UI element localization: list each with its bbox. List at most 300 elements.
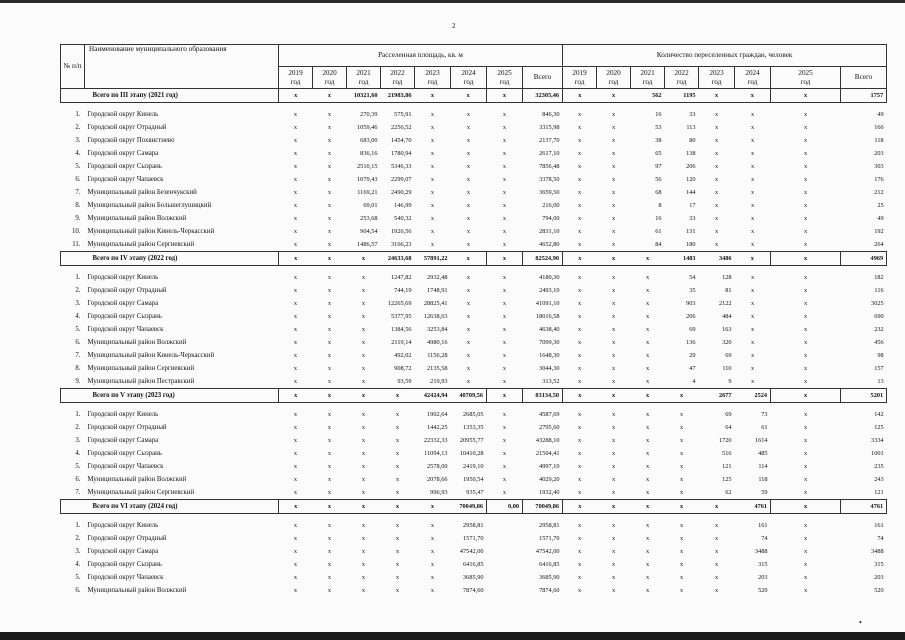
area-2025-cell: x <box>502 228 507 235</box>
year-label: 2021 <box>640 68 655 77</box>
area-2025-cell <box>487 532 523 545</box>
people-2024-cell: 1614 <box>754 437 768 444</box>
people-2025-cell: x <box>803 548 808 555</box>
people-total-cell: 3488 <box>871 548 884 555</box>
people-total-cell: 235 <box>874 463 884 470</box>
people-2024-cell: 3488 <box>754 548 768 555</box>
people-2022-cell: 4 <box>692 378 696 385</box>
people-2020-cell: x <box>611 437 616 444</box>
people-total-cell: 232 <box>874 326 884 333</box>
table-row <box>61 108 887 121</box>
year-suffix: год <box>358 77 369 86</box>
people-2022-cell: 138 <box>686 150 696 157</box>
people-2019-cell: x <box>577 150 582 157</box>
area-2021-cell: x <box>361 424 366 431</box>
area-2019-cell: x <box>293 300 298 307</box>
people-2024-cell: x <box>750 241 755 248</box>
area-2021-cell: x <box>361 463 366 470</box>
people-2023-cell: x <box>714 150 719 157</box>
people-2019-cell: x <box>577 548 582 555</box>
municipality-name: Городской округ Кинель <box>87 522 159 529</box>
municipality-name: Муниципальный район Сергиевский <box>87 489 195 496</box>
area-2023-cell: 1442,25 <box>427 424 448 431</box>
area-total-cell: 1571,70 <box>539 535 560 542</box>
people-2023-cell: 81 <box>725 287 732 294</box>
row-index: 6. <box>75 587 81 594</box>
people-2020-cell: x <box>611 450 616 457</box>
table-row <box>61 532 887 545</box>
area-2024-cell: x <box>466 241 471 248</box>
people-2019-cell: x <box>577 424 582 431</box>
stage-total-row <box>61 89 887 103</box>
row-index: 1. <box>75 522 81 529</box>
area-2024-cell: x <box>466 274 471 281</box>
table-row <box>61 375 887 389</box>
area-2023-cell: 2078,66 <box>427 476 448 483</box>
people-2021-cell: x <box>645 300 650 307</box>
people-2025-cell: x <box>803 150 808 157</box>
table-row <box>61 134 887 147</box>
municipality-name: Городской округ Кинель <box>87 274 159 281</box>
people-2020-cell: x <box>611 489 616 496</box>
area-2024-cell: 3685,90 <box>463 574 484 581</box>
municipality-name: Городской округ Чапаевск <box>87 463 164 470</box>
area-2024-cell: 2685,05 <box>463 411 484 418</box>
area-2020-cell: x <box>327 274 332 281</box>
people-2021-cell: x <box>645 574 650 581</box>
people-2021-cell: 65 <box>655 150 662 157</box>
area-2023-cell: 42424,94 <box>415 389 451 403</box>
people-2021-cell: x <box>645 535 650 542</box>
area-2023-cell: 4980,16 <box>427 339 448 346</box>
area-2022-cell: x <box>381 389 415 403</box>
people-2025-cell: x <box>803 215 808 222</box>
people-2025-cell: x <box>803 535 808 542</box>
people-2022-cell: 1195 <box>665 89 699 103</box>
people-2023-cell: 69 <box>725 352 732 359</box>
people-2022-cell: x <box>679 574 684 581</box>
people-total-cell: 243 <box>874 476 884 483</box>
people-2020-cell: x <box>611 228 616 235</box>
people-total-cell: 49 <box>877 111 884 118</box>
municipality-name: Городской округ Отрадный <box>87 124 167 131</box>
people-2020-cell: x <box>611 215 616 222</box>
people-total-cell: 315 <box>874 561 884 568</box>
area-2019-cell: x <box>293 124 298 131</box>
area-2024-cell: 40709,56 <box>451 389 487 403</box>
area-year-header-2021 <box>347 67 381 89</box>
people-2024-cell: 61 <box>761 424 768 431</box>
people-2021-cell: x <box>645 352 650 359</box>
area-2020-cell: x <box>327 326 332 333</box>
area-2021-cell: 270,39 <box>360 111 378 118</box>
people-2019-cell: x <box>563 500 597 514</box>
area-2023-cell: 12638,63 <box>423 313 448 320</box>
area-2020-cell: x <box>327 300 332 307</box>
municipality-name: Городской округ Самара <box>87 150 159 157</box>
people-2021-cell: x <box>645 587 650 594</box>
year-label: 2024 <box>461 68 476 77</box>
people-2024-cell: 59 <box>761 489 768 496</box>
people-2021-cell: 61 <box>655 228 662 235</box>
people-total-cell: 74 <box>877 535 884 542</box>
municipality-name: Городской округ Похвистнево <box>87 137 175 144</box>
year-suffix: год <box>608 77 619 86</box>
area-2024-cell: x <box>466 124 471 131</box>
people-total-cell: 264 <box>874 241 884 248</box>
area-total-cell: 6416,85 <box>539 561 560 568</box>
table-row <box>61 212 887 225</box>
area-2019-cell: x <box>293 476 298 483</box>
area-2021-cell: x <box>361 450 366 457</box>
area-2023-cell: x <box>415 500 451 514</box>
row-index: 5. <box>75 163 81 170</box>
people-2024-cell: x <box>750 352 755 359</box>
area-2024-cell: x <box>466 365 471 372</box>
people-2023-cell: x <box>714 189 719 196</box>
row-index: 8. <box>75 365 81 372</box>
people-2022-cell: x <box>679 411 684 418</box>
area-2019-cell: x <box>293 163 298 170</box>
people-2022-cell: x <box>679 561 684 568</box>
area-total-cell: 4652,80 <box>539 241 560 248</box>
area-2021-cell: x <box>361 522 366 529</box>
people-2022-cell: 69 <box>689 326 696 333</box>
area-2025-cell: x <box>502 215 507 222</box>
area-2025-cell: x <box>487 252 523 266</box>
people-2023-cell: x <box>714 548 719 555</box>
people-2025-cell: x <box>803 274 808 281</box>
people-2023-cell: 128 <box>722 274 732 281</box>
people-2024-cell: x <box>750 228 755 235</box>
year-label: 2025 <box>798 68 813 77</box>
area-total-header: Всего <box>523 67 563 89</box>
area-2022-cell: 540,32 <box>394 215 412 222</box>
people-2025-cell: x <box>803 352 808 359</box>
people-2022-cell: x <box>665 389 699 403</box>
people-2023-cell: x <box>714 574 719 581</box>
people-total-cell: 4761 <box>841 500 887 514</box>
area-2021-cell: x <box>361 352 366 359</box>
area-2021-cell: x <box>361 411 366 418</box>
area-2021-cell: x <box>361 300 366 307</box>
row-index: 10. <box>72 228 81 235</box>
table-row <box>61 225 887 238</box>
area-2022-cell: 1926,56 <box>391 228 412 235</box>
municipality-name: Городской округ Чапаевск <box>87 326 164 333</box>
area-2019-cell: x <box>293 241 298 248</box>
people-2019-cell: x <box>577 535 582 542</box>
municipality-name: Городской округ Самара <box>87 300 159 307</box>
area-total-cell: 18016,58 <box>535 313 560 320</box>
people-2023-cell: 2677 <box>699 389 735 403</box>
people-total-cell: 456 <box>874 339 884 346</box>
area-2023-cell: 996,93 <box>430 489 448 496</box>
area-group-header: Расселенная площадь, кв. м <box>279 45 563 67</box>
people-2021-cell: 16 <box>655 111 662 118</box>
people-2019-cell: x <box>577 587 582 594</box>
people-2020-cell: x <box>611 587 616 594</box>
table-row <box>61 160 887 173</box>
people-total-cell: 192 <box>874 228 884 235</box>
area-2021-cell: 1169,21 <box>357 189 378 196</box>
table-row <box>61 473 887 486</box>
area-2025-cell <box>487 571 523 584</box>
area-2020-cell: x <box>327 548 332 555</box>
area-2025-cell: x <box>502 111 507 118</box>
people-2022-cell: x <box>679 463 684 470</box>
people-2025-cell: x <box>771 89 841 103</box>
people-2022-cell: 1483 <box>665 252 699 266</box>
area-2023-cell: 219,93 <box>430 378 448 385</box>
area-2025-cell: x <box>487 89 523 103</box>
area-total-cell: 7874,60 <box>539 587 560 594</box>
people-year-header-2025 <box>771 67 841 89</box>
people-2020-cell: x <box>611 548 616 555</box>
area-2020-cell: x <box>327 111 332 118</box>
area-2025-cell: x <box>502 489 507 496</box>
people-year-header-2021 <box>631 67 665 89</box>
people-2022-cell: x <box>679 587 684 594</box>
people-2023-cell: x <box>714 535 719 542</box>
row-index: 6. <box>75 176 81 183</box>
area-year-header-2019 <box>279 67 313 89</box>
area-2020-cell: x <box>327 450 332 457</box>
area-2020-cell: x <box>327 411 332 418</box>
people-2021-cell: x <box>645 489 650 496</box>
people-2020-cell: x <box>611 535 616 542</box>
area-total-cell: 70049,86 <box>523 500 563 514</box>
people-2020-cell: x <box>611 339 616 346</box>
area-2024-cell: x <box>466 339 471 346</box>
area-2021-cell: 1059,46 <box>357 124 378 131</box>
area-2020-cell: x <box>327 287 332 294</box>
table-row <box>61 447 887 460</box>
year-suffix: год <box>800 77 811 86</box>
area-2019-cell: x <box>293 111 298 118</box>
area-2022-cell: x <box>395 463 400 470</box>
area-2021-cell: 10321,60 <box>347 89 381 103</box>
area-2024-cell: x <box>466 352 471 359</box>
area-total-cell: 82524,90 <box>523 252 563 266</box>
area-2021-cell: x <box>361 489 366 496</box>
people-2022-cell: x <box>679 424 684 431</box>
area-2023-cell: 22332,33 <box>423 437 448 444</box>
area-2020-cell: x <box>327 424 332 431</box>
area-2019-cell: x <box>293 202 298 209</box>
people-2021-cell: x <box>645 548 650 555</box>
stage-total-label: Всего по IV этапу (2022 год) <box>85 252 279 266</box>
people-2020-cell: x <box>611 365 616 372</box>
area-2023-cell: x <box>430 535 435 542</box>
people-2020-cell: x <box>611 137 616 144</box>
area-2021-cell: x <box>361 574 366 581</box>
people-total-cell: 690 <box>874 313 884 320</box>
people-2022-cell: 33 <box>689 215 696 222</box>
people-2022-cell: 903 <box>686 300 696 307</box>
year-label: 2025 <box>497 68 512 77</box>
area-2025-cell <box>487 519 523 532</box>
area-2021-cell: x <box>361 339 366 346</box>
people-2020-cell: x <box>611 111 616 118</box>
area-2022-cell: 5377,95 <box>391 313 412 320</box>
table-row <box>61 434 887 447</box>
municipality-name: Городской округ Отрадный <box>87 535 167 542</box>
people-2022-cell: x <box>665 500 699 514</box>
people-total-cell: 49 <box>877 215 884 222</box>
table-row <box>61 336 887 349</box>
people-2019-cell: x <box>577 202 582 209</box>
year-suffix: год <box>463 77 474 86</box>
year-suffix: год <box>290 77 301 86</box>
people-2019-cell: x <box>577 365 582 372</box>
people-2019-cell: x <box>577 189 582 196</box>
people-2025-cell: x <box>803 378 808 385</box>
area-year-header-2024 <box>451 67 487 89</box>
area-total-cell: 3659,50 <box>539 189 560 196</box>
area-2025-cell: x <box>502 163 507 170</box>
people-2020-cell: x <box>611 150 616 157</box>
num-header: № п/п <box>61 45 85 89</box>
people-2021-cell: 562 <box>631 89 665 103</box>
people-2022-cell: 206 <box>686 163 696 170</box>
people-2024-cell: 203 <box>758 574 768 581</box>
municipality-name: Муниципальный район Безенчукский <box>87 189 197 196</box>
people-total-cell: 3025 <box>871 300 884 307</box>
area-2024-cell: x <box>466 313 471 320</box>
municipality-name: Муниципальный район Кинель-Черкасский <box>87 352 215 359</box>
row-index: 2. <box>75 287 81 294</box>
area-total-cell: 4638,40 <box>539 326 560 333</box>
people-2020-cell: x <box>597 252 631 266</box>
area-2024-cell: 1950,54 <box>463 476 484 483</box>
area-2020-cell: x <box>327 202 332 209</box>
people-2025-cell: x <box>803 574 808 581</box>
area-total-cell: 47542,00 <box>535 548 560 555</box>
year-label: 2020 <box>322 68 337 77</box>
area-2020-cell: x <box>327 522 332 529</box>
people-total-cell: 25 <box>877 202 884 209</box>
people-2020-cell: x <box>611 326 616 333</box>
row-index: 4. <box>75 313 81 320</box>
area-2023-cell: x <box>430 189 435 196</box>
area-2019-cell: x <box>293 378 298 385</box>
area-2021-cell: 69,01 <box>363 202 378 209</box>
people-2023-cell: x <box>714 137 719 144</box>
people-2024-cell: 118 <box>758 476 768 483</box>
year-label: 2022 <box>390 68 405 77</box>
area-2023-cell: x <box>430 574 435 581</box>
people-2021-cell: x <box>645 450 650 457</box>
area-2022-cell: x <box>395 574 400 581</box>
table-row <box>61 173 887 186</box>
row-index: 8. <box>75 202 81 209</box>
row-index: 1. <box>75 274 81 281</box>
people-2021-cell: x <box>645 365 650 372</box>
year-label: 2023 <box>709 68 724 77</box>
people-2024-cell: x <box>750 365 755 372</box>
people-2023-cell: 2122 <box>718 300 732 307</box>
people-2019-cell: x <box>577 326 582 333</box>
people-2025-cell: x <box>771 389 841 403</box>
people-2020-cell: x <box>611 424 616 431</box>
area-2019-cell: x <box>293 189 298 196</box>
area-2021-cell: 1079,43 <box>357 176 378 183</box>
row-index: 4. <box>75 561 81 568</box>
area-2022-cell: x <box>395 424 400 431</box>
area-2022-cell: x <box>395 489 400 496</box>
table-row <box>61 545 887 558</box>
people-2024-cell: x <box>750 202 755 209</box>
area-2024-cell: 935,47 <box>466 489 484 496</box>
area-2019-cell: x <box>293 587 298 594</box>
people-2023-cell: 64 <box>725 424 732 431</box>
people-2023-cell: x <box>699 500 735 514</box>
people-2025-cell: x <box>803 228 808 235</box>
area-2024-cell: 20955,77 <box>459 437 484 444</box>
row-index: 1. <box>75 111 81 118</box>
row-index <box>61 252 85 266</box>
people-2020-cell: x <box>597 500 631 514</box>
people-2025-cell: x <box>803 300 808 307</box>
area-2023-cell: 2578,00 <box>427 463 448 470</box>
people-2025-cell: x <box>803 437 808 444</box>
row-index: 4. <box>75 150 81 157</box>
area-2022-cell: 2299,07 <box>391 176 412 183</box>
municipality-name: Городской округ Сызрань <box>87 163 162 170</box>
area-2020-cell: x <box>313 500 347 514</box>
area-total-cell: 32305,46 <box>523 89 563 103</box>
people-total-cell: 182 <box>874 274 884 281</box>
people-2019-cell: x <box>577 124 582 131</box>
row-index: 11. <box>72 241 81 248</box>
area-total-cell: 83134,50 <box>523 389 563 403</box>
area-2024-cell: x <box>466 163 471 170</box>
people-year-header-2022 <box>665 67 699 89</box>
area-2019-cell: x <box>293 437 298 444</box>
area-2019-cell: x <box>293 548 298 555</box>
area-2021-cell: x <box>361 437 366 444</box>
resettlement-table <box>60 44 887 597</box>
row-index: 5. <box>75 574 81 581</box>
municipality-name: Муниципальный район Кинель-Черкасский <box>87 228 215 235</box>
table-row <box>61 297 887 310</box>
people-2025-cell: x <box>803 587 808 594</box>
people-total-cell: 203 <box>874 574 884 581</box>
area-2019-cell: x <box>293 561 298 568</box>
area-2021-cell: x <box>361 313 366 320</box>
area-2024-cell: x <box>451 89 487 103</box>
row-index: 6. <box>75 339 81 346</box>
people-2019-cell: x <box>577 463 582 470</box>
people-2022-cell: 54 <box>689 274 696 281</box>
area-2024-cell: 47542,00 <box>459 548 484 555</box>
people-2023-cell: 3486 <box>699 252 735 266</box>
people-2023-cell: 9 <box>728 378 732 385</box>
people-total-cell: 203 <box>874 150 884 157</box>
area-2022-cell: 12265,69 <box>387 300 412 307</box>
row-index: 3. <box>75 437 81 444</box>
area-2022-cell: 575,91 <box>394 111 412 118</box>
people-2020-cell: x <box>611 313 616 320</box>
people-2023-cell: 110 <box>722 365 732 372</box>
area-2019-cell: x <box>293 535 298 542</box>
people-2023-cell: 320 <box>722 339 732 346</box>
people-2019-cell: x <box>577 574 582 581</box>
page-number: 2 <box>452 22 456 30</box>
area-2024-cell: x <box>466 378 471 385</box>
people-2020-cell: x <box>597 89 631 103</box>
